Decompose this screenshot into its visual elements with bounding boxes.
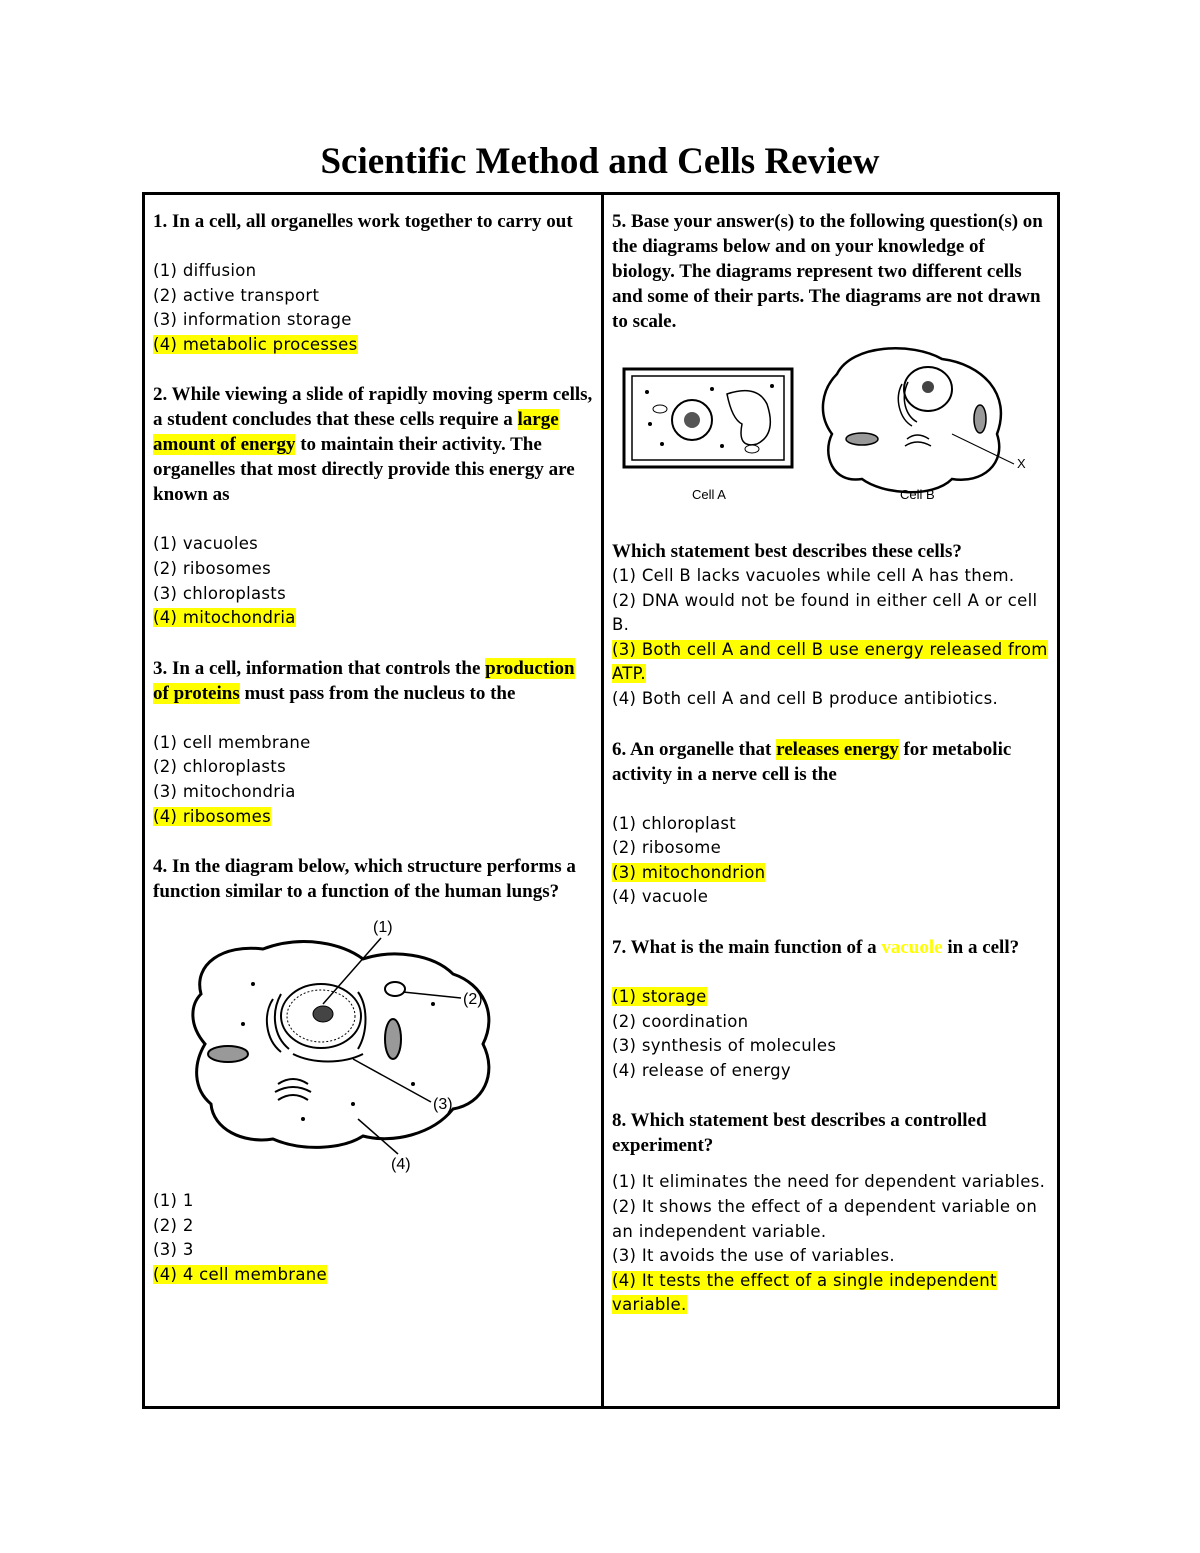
question-6 [612, 737, 1049, 910]
question-3-options [153, 731, 593, 829]
answer-option: (3) chloroplasts [153, 583, 286, 603]
question-2-options [153, 532, 593, 630]
answer-option: (2) It shows the effect of a dependent variable on an independent variable. [612, 1196, 1038, 1241]
cell-a-label: Cell A [692, 487, 726, 502]
question-4-text: 4. In the diagram below, which structure performs a function similar to a function of the human lungs? [153, 856, 576, 903]
question-8 [612, 1108, 1049, 1318]
nucleolus-shape [313, 1006, 333, 1022]
answer-option: (1) Cell B lacks vacuoles while cell A has them. [612, 566, 1015, 585]
question-7-text: 7. What is the main function of a vacuole in a cell? [612, 936, 1020, 958]
question-5-prompt: Which statement best describes these cells? [612, 541, 962, 562]
question-8-options [612, 1170, 1049, 1318]
cells-a-b-diagram [612, 334, 1052, 534]
left-column [145, 195, 604, 1406]
highlighted-answer: (3) Both cell A and cell B use energy released from ATP. [612, 639, 1048, 684]
highlighted-answer: (1) storage [612, 986, 707, 1006]
answer-option: (3) It avoids the use of variables. [612, 1246, 895, 1266]
question-4 [153, 854, 593, 1287]
highlighted-answer: (4) ribosomes [153, 806, 271, 826]
answer-option: (3) information storage [153, 310, 352, 330]
answer-option: (1) chloroplast [612, 813, 737, 833]
question-4-options [153, 1189, 593, 1287]
answer-option: (4) vacuole [612, 887, 709, 907]
highlighted-answer: (4) mitochondria [153, 608, 296, 628]
question-5 [612, 209, 1049, 712]
cell-b-label: Cell B [900, 487, 935, 502]
question-7-options [612, 985, 1049, 1083]
animal-cell-diagram [153, 904, 593, 1184]
question-3 [153, 656, 593, 829]
question-2-text: 2. While viewing a slide of rapidly moving sperm cells, a student concludes that these cells require a large amount of energy to maintain their activity. The organelles that most directly provide this energy are known as [153, 384, 593, 506]
answer-option: (1) It eliminates the need for dependent variables. [612, 1172, 1046, 1192]
answer-option: (1) cell membrane [153, 732, 311, 752]
answer-option: (1) vacuoles [153, 534, 259, 554]
question-1-text: 1. In a cell, all organelles work together to carry out [153, 211, 573, 232]
highlighted-answer: (4) metabolic processes [153, 334, 358, 354]
highlighted-phrase: large amount of energy [153, 409, 559, 456]
answer-option: (1) diffusion [153, 261, 257, 280]
highlighted-answer: (3) mitochondrion [612, 862, 766, 882]
question-1-options [153, 259, 593, 357]
page-title: Scientific Method and Cells Review [320, 141, 880, 182]
vacuole-shape [385, 982, 405, 996]
question-2 [153, 382, 593, 630]
highlighted-word: vacuole [881, 936, 943, 958]
answer-option: (2) ribosome [612, 838, 722, 858]
answer-option: (1) 1 [153, 1191, 194, 1211]
answer-option: (3) synthesis of molecules [612, 1036, 837, 1056]
question-5-text: 5. Base your answer(s) to the following question(s) on the diagrams below and on your knowledge of biology. The diagrams represent two different cells and some of their parts. The diagrams are not drawn to scale. [612, 211, 1043, 332]
answer-option: (2) 2 [153, 1215, 194, 1235]
diagram-label-1: (1) [373, 919, 393, 937]
right-column [604, 195, 1057, 1406]
highlighted-phrase: releases energy [776, 738, 899, 760]
answer-option: (2) active transport [153, 285, 320, 305]
answer-option: (3) mitochondria [153, 781, 296, 801]
diagram-label-4: (4) [391, 1156, 411, 1174]
answer-option: (2) chloroplasts [153, 757, 286, 777]
question-table [142, 192, 1060, 1409]
answer-option: (2) DNA would not be found in either cell A or cell B. [612, 590, 1038, 635]
highlighted-answer: (4) 4 cell membrane [153, 1264, 327, 1284]
highlighted-phrase: production of proteins [153, 657, 575, 704]
question-3-text: 3. In a cell, information that controls the production of proteins must pass from the nucleus to the [153, 657, 575, 704]
answer-option: (3) 3 [153, 1240, 194, 1260]
question-6-text: 6. An organelle that releases energy for metabolic activity in a nerve cell is the [612, 738, 1012, 785]
diagram-label-2: (2) [463, 991, 483, 1009]
answer-option: (4) Both cell A and cell B produce antibiotics. [612, 688, 999, 708]
cell-a-vacuole [727, 391, 770, 445]
question-6-options [612, 812, 1049, 910]
answer-option: (2) ribosomes [153, 558, 271, 578]
mitochondrion-shape [208, 1046, 248, 1062]
answer-option: (4) release of energy [612, 1060, 791, 1080]
highlighted-answer: (4) It tests the effect of a single independent variable. [612, 1270, 997, 1315]
cell-a-wall [624, 369, 792, 467]
question-5-options [612, 564, 1049, 712]
question-1 [153, 209, 593, 357]
diagram-label-x: X [1017, 456, 1026, 471]
diagram-label-3: (3) [433, 1096, 453, 1114]
question-8-text: 8. Which statement best describes a controlled experiment? [612, 1110, 987, 1157]
answer-option: (2) coordination [612, 1011, 749, 1031]
mitochondrion-shape [385, 1019, 401, 1059]
question-7 [612, 935, 1049, 1083]
